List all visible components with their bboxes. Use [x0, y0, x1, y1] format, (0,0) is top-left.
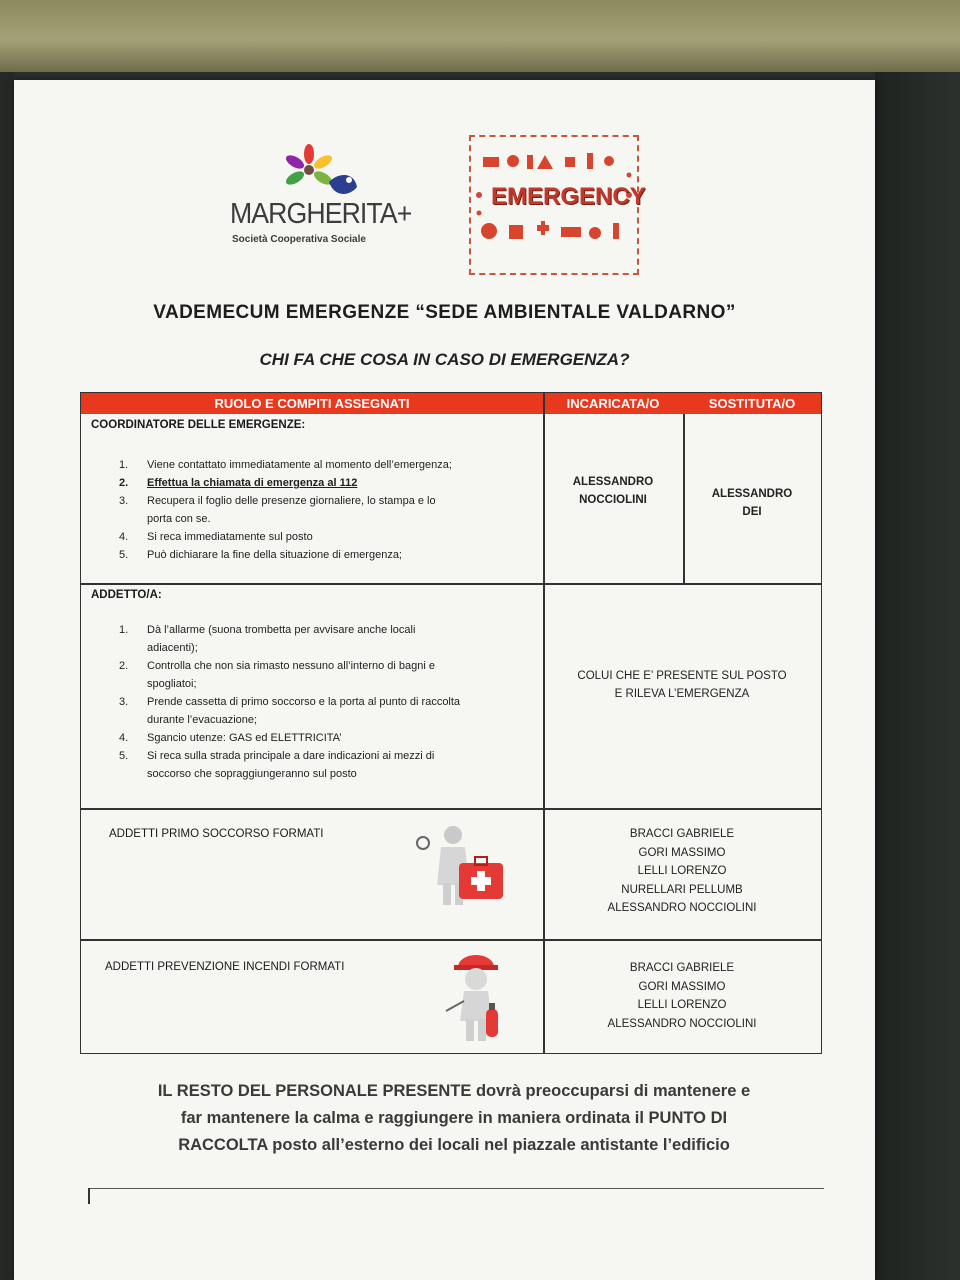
header-ruolo: RUOLO E COMPITI ASSEGNATI — [214, 396, 410, 411]
list-item: soccorso che sopraggiungeranno sul posto — [147, 768, 357, 780]
coordinatore-sostituto: ALESSANDRO DEI — [711, 488, 793, 518]
table-row: LELLI LORENZO — [637, 865, 727, 877]
monitor-bezel-left — [0, 72, 14, 1280]
emergency-wordmark: EMERGENCY — [491, 183, 646, 210]
list-item: 5. Si reca sulla strada principale a dare indicazioni ai mezzi di — [119, 750, 435, 762]
list-item: 2. Controlla che non sia rimasto nessuno all’interno di bagni e — [119, 660, 436, 672]
list-item: 4. Sgancio utenze: GAS ed ELETTRICITA’ — [119, 732, 342, 744]
document-title: VADEMECUM EMERGENZE “SEDE AMBIENTALE VALDARNO” — [153, 302, 736, 323]
list-item: 2. Effettua la chiamata di emergenza al 112 — [119, 477, 358, 489]
flower-icon — [269, 142, 389, 202]
list-item: 1. Dà l’allarme (suona trombetta per avvisare anche locali — [119, 624, 416, 636]
row-divider — [81, 583, 821, 585]
antincendio-title: ADDETTI PREVENZIONE INCENDI FORMATI — [105, 961, 345, 973]
primo-soccorso-title: ADDETTI PRIMO SOCCORSO FORMATI — [109, 828, 324, 840]
list-item: adiacenti); — [147, 642, 198, 654]
margherita-subtitle: Società Cooperativa Sociale — [232, 234, 366, 245]
coordinatore-title: COORDINATORE DELLE EMERGENZE: — [91, 419, 306, 431]
header-incaricato: INCARICATA/O — [566, 396, 660, 411]
list-item: spogliatoi; — [147, 678, 197, 690]
addetto-task-list — [119, 621, 539, 783]
first-aid-kit-icon — [411, 821, 511, 911]
document-subtitle: CHI FA CHE COSA IN CASO DI EMERGENZA? — [259, 350, 630, 369]
list-item: porta con se. — [147, 513, 211, 525]
footer-instructions: IL RESTO DEL PERSONALE PRESENTE dovrà preoccuparsi di mantenere e far mantenere la calma e raggiungere in maniera ordinata il PUNTO DI RACCOLTA posto all’esterno dei locali nel piazzale antistante l’edificio — [157, 1082, 751, 1154]
list-item: 3. Recupera il foglio delle presenze giornaliere, lo stampa e lo — [119, 495, 436, 507]
coordinatore-task-list — [119, 456, 539, 564]
list-item: 5. Può dichiarare la fine della situazione di emergenza; — [119, 549, 402, 561]
emergency-logo — [469, 135, 646, 275]
roles-table — [80, 392, 822, 1054]
document-page — [14, 80, 875, 1280]
header-sostituto: SOSTITUTA/O — [708, 396, 796, 411]
table-row: GORI MASSIMO — [638, 846, 726, 859]
row-divider — [81, 939, 821, 941]
table-row: ALESSANDRO NOCCIOLINI — [607, 1017, 757, 1030]
primo-soccorso-names — [543, 825, 821, 918]
text-cursor — [88, 1188, 90, 1204]
table-header — [81, 393, 821, 414]
margherita-wordmark: MARGHERITA+ — [230, 198, 412, 230]
list-item: 4. Si reca immediatamente sul posto — [119, 531, 313, 543]
antincendio-names — [543, 959, 821, 1033]
table-row: ALESSANDRO NOCCIOLINI — [607, 902, 757, 914]
footer-divider — [88, 1188, 824, 1189]
table-row: BRACCI GABRIELE — [629, 828, 735, 840]
row-divider — [81, 808, 821, 810]
monitor-bezel-top — [0, 0, 960, 72]
table-row: GORI MASSIMO — [638, 980, 726, 993]
coordinatore-incaricato: ALESSANDRO NOCCIOLINI — [572, 476, 654, 506]
monitor-bezel-right — [875, 72, 960, 1280]
addetto-responsabile: COLUI CHE E’ PRESENTE SUL POSTO E RILEVA L’EMERGENZA — [577, 670, 787, 700]
addetto-title: ADDETTO/A: — [91, 589, 162, 601]
table-row: LELLI LORENZO — [637, 999, 727, 1011]
list-item: 1. Viene contattato immediatamente al momento dell’emergenza; — [119, 459, 452, 471]
list-item: durante l’evacuazione; — [147, 714, 258, 726]
margherita-logo — [224, 142, 424, 262]
list-item: 3. Prende cassetta di primo soccorso e la porta al punto di raccolta — [119, 696, 461, 708]
table-row: BRACCI GABRIELE — [629, 962, 735, 974]
firefighter-icon — [436, 953, 516, 1045]
table-row: NURELLARI PELLUMB — [621, 883, 743, 896]
